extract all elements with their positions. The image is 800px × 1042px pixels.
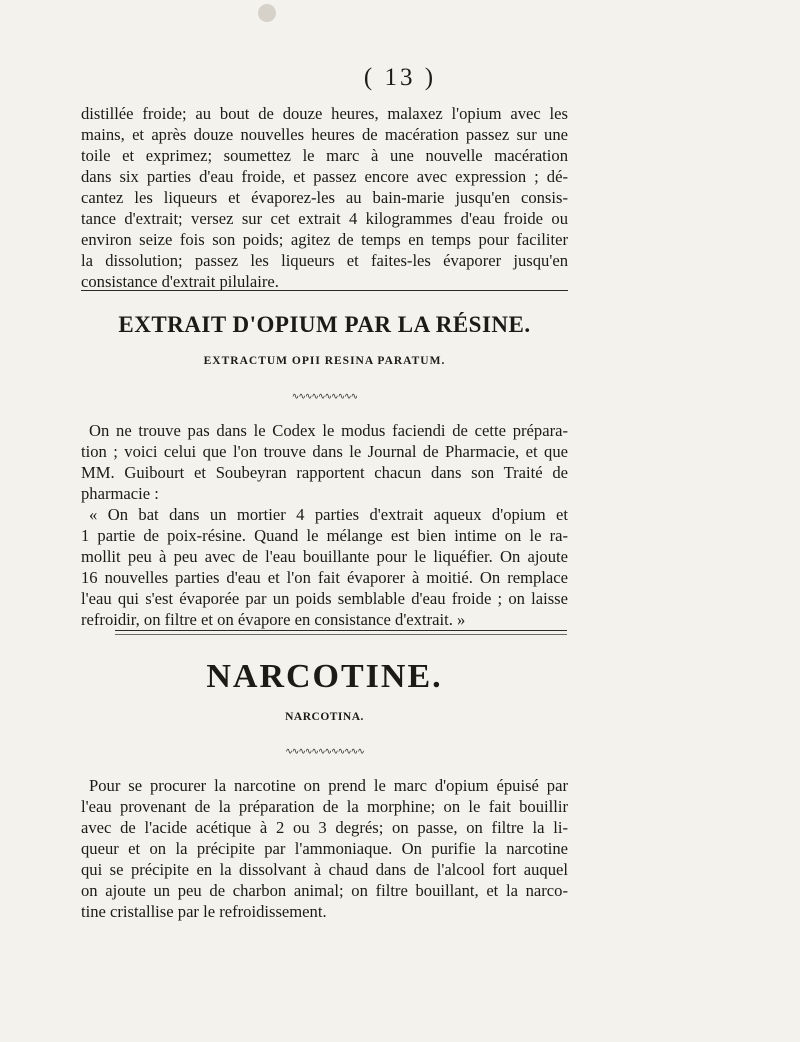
text-line: distillée froide; au bout de douze heures, malaxez l'opium avec les xyxy=(81,104,568,123)
ornament-divider: ∿∿∿∿∿∿∿∿∿∿∿∿ xyxy=(285,746,364,756)
paper-stain xyxy=(258,4,276,22)
text-line: On ne trouve pas dans le Codex le modus faciendi de cette prépara- xyxy=(89,421,568,440)
section-body xyxy=(81,775,568,922)
section-divider xyxy=(81,290,568,291)
text-line: mains, et après douze nouvelles heures de macération passez sur une xyxy=(81,125,568,144)
text-line: cantez les liqueurs et évaporez-les au bain-marie jusqu'en consis- xyxy=(81,188,568,207)
page-number: ( 13 ) xyxy=(363,64,437,91)
text-line: queur et on la précipite par l'ammoniaque. On purifie la narcotine xyxy=(81,839,568,858)
text-line: environ seize fois son poids; agitez de temps en temps pour faciliter xyxy=(81,230,568,249)
text-line: « On bat dans un mortier 4 parties d'extrait aqueux d'opium et xyxy=(89,505,568,524)
text-line: l'eau qui s'est évaporée par un poids semblable d'eau froide ; on laisse xyxy=(81,589,568,608)
section-subtitle: NARCOTINA. xyxy=(285,711,364,723)
text-line: tance d'extrait; versez sur cet extrait 4 kilogrammes d'eau froide ou xyxy=(81,209,568,228)
text-line: pharmacie : xyxy=(81,484,159,503)
text-line: on ajoute un peu de charbon animal; on filtre bouillant, et la narco- xyxy=(81,881,568,900)
ornament-divider: ∿∿∿∿∿∿∿∿∿∿ xyxy=(291,391,358,401)
section-subtitle: EXTRACTUM OPII RESINA PARATUM. xyxy=(203,355,446,367)
text-line: Pour se procurer la narcotine on prend le marc d'opium épuisé par xyxy=(89,776,568,795)
text-line: dans six parties d'eau froide, et passez encore avec expression ; dé- xyxy=(81,167,568,186)
section-title: NARCOTINE. xyxy=(206,658,443,695)
text-line: 1 partie de poix-résine. Quand le mélange est bien intime on le ra- xyxy=(81,526,568,545)
text-line: toile et exprimez; soumettez le marc à une nouvelle macération xyxy=(81,146,568,165)
text-line: consistance d'extrait pilulaire. xyxy=(81,272,279,291)
paragraph-continuation xyxy=(81,103,568,292)
text-line: tion ; voici celui que l'on trouve dans le Journal de Pharmacie, et que xyxy=(81,442,568,461)
text-line: tine cristallise par le refroidissement. xyxy=(81,902,327,921)
text-line: MM. Guibourt et Soubeyran rapportent chacun dans son Traité de xyxy=(81,463,568,482)
section-title: EXTRAIT D'OPIUM PAR LA RÉSINE. xyxy=(118,312,531,337)
section-divider xyxy=(115,630,567,631)
section-divider xyxy=(115,634,567,635)
text-line: avec de l'acide acétique à 2 ou 3 degrés; on passe, on filtre la li- xyxy=(81,818,568,837)
text-line: refroidir, on filtre et on évapore en consistance d'extrait. » xyxy=(81,610,466,629)
text-line: mollit peu à peu avec de l'eau bouillante pour le liquéfier. On ajoute xyxy=(81,547,568,566)
text-line: qui se précipite en la dissolvant à chaud dans de l'alcool fort auquel xyxy=(81,860,568,879)
text-line: 16 nouvelles parties d'eau et l'on fait évaporer à moitié. On remplace xyxy=(81,568,568,587)
text-line: la dissolution; passez les liqueurs et faites-les évaporer jusqu'en xyxy=(81,251,568,270)
text-line: l'eau provenant de la préparation de la morphine; on le fait bouillir xyxy=(81,797,568,816)
section-body xyxy=(81,420,568,630)
